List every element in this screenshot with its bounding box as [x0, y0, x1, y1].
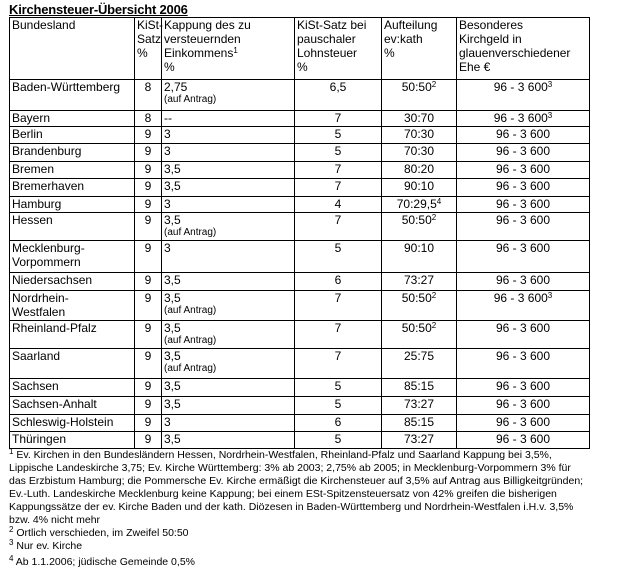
- cell-kist-satz: 9: [135, 144, 162, 162]
- cell-kist-satz: 9: [135, 432, 162, 449]
- kappung-note: (auf Antrag): [164, 94, 217, 105]
- cell-kappung: 3,5 (auf Antrag): [162, 291, 295, 321]
- cell-bundesland: Saarland: [10, 349, 135, 379]
- table-row: [10, 397, 590, 415]
- page-title: Kirchensteuer-Übersicht 2006: [9, 2, 188, 17]
- cell-aufteilung: 70:30: [382, 144, 457, 162]
- table-row: [10, 379, 590, 397]
- cell-aufteilung: 90:10: [382, 179, 457, 197]
- cell-kappung: 3: [162, 415, 295, 432]
- cell-pauschal: 5: [295, 379, 382, 397]
- header-pauschal: KiSt-Satz bei pauschaler Lohnsteuer %: [295, 18, 382, 80]
- table-row: [10, 415, 590, 432]
- cell-aufteilung: 25:75: [382, 349, 457, 379]
- cell-bundesland: Hessen: [10, 213, 135, 241]
- cell-bundesland: Niedersachsen: [10, 273, 135, 291]
- cell-pauschal: 4: [295, 197, 382, 213]
- cell-kirchgeld: 96 - 3 $600^3$: [457, 111, 590, 127]
- table-row: [10, 80, 590, 111]
- header-aufteilung: Aufteilung ev:kath %: [382, 18, 457, 80]
- church-tax-table: [9, 17, 590, 449]
- cell-pauschal: 6: [295, 273, 382, 291]
- cell-kist-satz: 9: [135, 291, 162, 321]
- kappung-note: (auf Antrag): [164, 335, 217, 346]
- cell-pauschal: 7: [295, 321, 382, 349]
- header-bundesland: Bundesland: [10, 18, 135, 80]
- cell-kirchgeld: 96 - 3 600: [457, 213, 590, 241]
- cell-kist-satz: 9: [135, 273, 162, 291]
- cell-kappung: 3,5: [162, 179, 295, 197]
- cell-kirchgeld: 96 - 3 600: [457, 379, 590, 397]
- cell-bundesland: Schleswig-Holstein: [10, 415, 135, 432]
- kappung-note: (auf Antrag): [164, 305, 217, 316]
- kappung-note: (auf Antrag): [164, 363, 217, 374]
- footnote-3: $^3$ Nur ev. Kirche: [9, 538, 83, 552]
- cell-bundesland: Rheinland-Pfalz: [10, 321, 135, 349]
- cell-bundesland: Bayern: [10, 111, 135, 127]
- cell-kist-satz: 9: [135, 321, 162, 349]
- table-row: [10, 111, 590, 127]
- cell-kirchgeld: 96 - 3 600: [457, 241, 590, 273]
- cell-bundesland: Berlin: [10, 127, 135, 144]
- cell-aufteilung: $50:50^2$: [382, 80, 457, 111]
- cell-bundesland: Nordrhein- Westfalen: [10, 291, 135, 321]
- table-row: [10, 213, 590, 241]
- cell-kirchgeld: 96 - 3 600: [457, 197, 590, 213]
- cell-pauschal: 7: [295, 213, 382, 241]
- table-row: [10, 349, 590, 379]
- table-row: [10, 144, 590, 162]
- cell-pauschal: 6: [295, 415, 382, 432]
- cell-aufteilung: $50:50^2$: [382, 291, 457, 321]
- footnote-4: $^4$ Ab 1.1.2006; jüdische Gemeinde 0,5%: [9, 554, 195, 568]
- cell-kirchgeld: 96 - 3 600: [457, 273, 590, 291]
- cell-pauschal: 7: [295, 111, 382, 127]
- cell-kappung: 3: [162, 241, 295, 273]
- cell-kist-satz: 8: [135, 80, 162, 111]
- cell-bundesland: Brandenburg: [10, 144, 135, 162]
- cell-aufteilung: 80:20: [382, 162, 457, 179]
- cell-kappung: 2,75 (auf Antrag): [162, 80, 295, 111]
- cell-kirchgeld: 96 - 3 600: [457, 127, 590, 144]
- cell-bundesland: Bremen: [10, 162, 135, 179]
- cell-bundesland: Bremerhaven: [10, 179, 135, 197]
- table-row: [10, 321, 590, 349]
- cell-bundesland: Hamburg: [10, 197, 135, 213]
- cell-pauschal: 5: [295, 397, 382, 415]
- cell-aufteilung: 85:15: [382, 415, 457, 432]
- cell-kappung: 3,5: [162, 162, 295, 179]
- cell-aufteilung: 70:30: [382, 127, 457, 144]
- cell-kist-satz: 9: [135, 213, 162, 241]
- footnotes: [9, 449, 589, 569]
- cell-bundesland: Mecklenburg- Vorpommern: [10, 241, 135, 273]
- cell-aufteilung: $50:50^2$: [382, 321, 457, 349]
- table-row: [10, 432, 590, 449]
- cell-kist-satz: 9: [135, 241, 162, 273]
- cell-kirchgeld: 96 - 3 600: [457, 144, 590, 162]
- cell-kist-satz: 9: [135, 349, 162, 379]
- table-row: [10, 241, 590, 273]
- cell-pauschal: 7: [295, 291, 382, 321]
- cell-kirchgeld: 96 - 3 $600^3$: [457, 291, 590, 321]
- cell-kappung: 3,5 (auf Antrag): [162, 213, 295, 241]
- cell-kist-satz: 9: [135, 379, 162, 397]
- cell-kist-satz: 9: [135, 127, 162, 144]
- cell-kappung: 3,5: [162, 273, 295, 291]
- cell-aufteilung: 90:10: [382, 241, 457, 273]
- header-kirchgeld: Besonderes Kirchgeld in glauenverschiedener Ehe €: [457, 18, 590, 80]
- cell-bundesland: Sachsen: [10, 379, 135, 397]
- table-row: [10, 197, 590, 213]
- cell-kappung: 3,5: [162, 397, 295, 415]
- header-row: [10, 18, 590, 80]
- table-row: [10, 127, 590, 144]
- cell-bundesland: Sachsen-Anhalt: [10, 397, 135, 415]
- cell-kappung: 3,5: [162, 432, 295, 449]
- cell-kist-satz: 8: [135, 111, 162, 127]
- cell-kirchgeld: 96 - 3 600: [457, 415, 590, 432]
- cell-kist-satz: 9: [135, 162, 162, 179]
- cell-kist-satz: 9: [135, 197, 162, 213]
- footnote-1: $^1$ Ev. Kirchen in den Bundesländern Hessen, Nordrhein-Westfalen, Rheinland-Pfalz und Saarland Kappung bei 3,5%, Lippische Landeskirche 3,75; Ev. Kirche Württemberg: 3% ab 2003; 2,75% ab 2005; in Mecklenburg-Vorpommern 3% für das Erzbistum Hamburg; die Pommersche Ev. Kirche ermäßigt die Kirchensteuer auf 3,5% auf Antrag aus Billigkeitgründen; Ev.-Luth. Landeskirche Mecklenburg keine Kappung; bei einem ESt-Spitzensteuersatz von 42% greifen die bisherigen Kappungssätze der ev. Kirche Baden und der kath. Diözesen in Baden-Württemberg und Nordrhein-Westfalen i.H.v. 3,5% bzw. 4% nicht mehr: [9, 447, 584, 526]
- cell-kirchgeld: 96 - 3 600: [457, 179, 590, 197]
- cell-kappung: 3: [162, 144, 295, 162]
- cell-kist-satz: 9: [135, 179, 162, 197]
- cell-aufteilung: 73:27: [382, 432, 457, 449]
- cell-pauschal: 5: [295, 241, 382, 273]
- cell-bundesland: Thüringen: [10, 432, 135, 449]
- table-row: [10, 179, 590, 197]
- cell-aufteilung: 73:27: [382, 273, 457, 291]
- cell-kirchgeld: 96 - 3 600: [457, 349, 590, 379]
- cell-pauschal: 7: [295, 179, 382, 197]
- cell-aufteilung: 70:29,5$^4$: [382, 197, 457, 213]
- table-row: [10, 273, 590, 291]
- cell-kirchgeld: 96 - 3 600: [457, 432, 590, 449]
- table-row: [10, 162, 590, 179]
- kappung-note: (auf Antrag): [164, 227, 217, 238]
- cell-aufteilung: 30:70: [382, 111, 457, 127]
- cell-bundesland: Baden-Württemberg: [10, 80, 135, 111]
- header-kist-satz: KiSt- Satz %: [135, 18, 162, 80]
- cell-kappung: 3,5 (auf Antrag): [162, 349, 295, 379]
- cell-pauschal: 6,5: [295, 80, 382, 111]
- table-row: [10, 291, 590, 321]
- cell-aufteilung: $50:50^2$: [382, 213, 457, 241]
- cell-kappung: --: [162, 111, 295, 127]
- cell-kappung: 3: [162, 127, 295, 144]
- header-kappung: Kappung des zu versteuernden Einkommens$^1$ %: [162, 18, 295, 80]
- cell-kappung: 3,5 (auf Antrag): [162, 321, 295, 349]
- cell-kirchgeld: 96 - 3 600: [457, 321, 590, 349]
- footnote-2: $^2$ Ortlich verschieden, im Zweifel 50:50: [9, 525, 189, 539]
- cell-kist-satz: 9: [135, 415, 162, 432]
- cell-pauschal: 7: [295, 162, 382, 179]
- cell-kirchgeld: 96 - 3 600: [457, 397, 590, 415]
- cell-kirchgeld: 96 - 3 $600^3$: [457, 80, 590, 111]
- cell-pauschal: 5: [295, 144, 382, 162]
- cell-pauschal: 5: [295, 127, 382, 144]
- cell-pauschal: 7: [295, 349, 382, 379]
- cell-kist-satz: 9: [135, 397, 162, 415]
- cell-kappung: 3: [162, 197, 295, 213]
- cell-aufteilung: 73:27: [382, 397, 457, 415]
- cell-kirchgeld: 96 - 3 600: [457, 162, 590, 179]
- cell-pauschal: 5: [295, 432, 382, 449]
- cell-kappung: 3,5: [162, 379, 295, 397]
- cell-aufteilung: 85:15: [382, 379, 457, 397]
